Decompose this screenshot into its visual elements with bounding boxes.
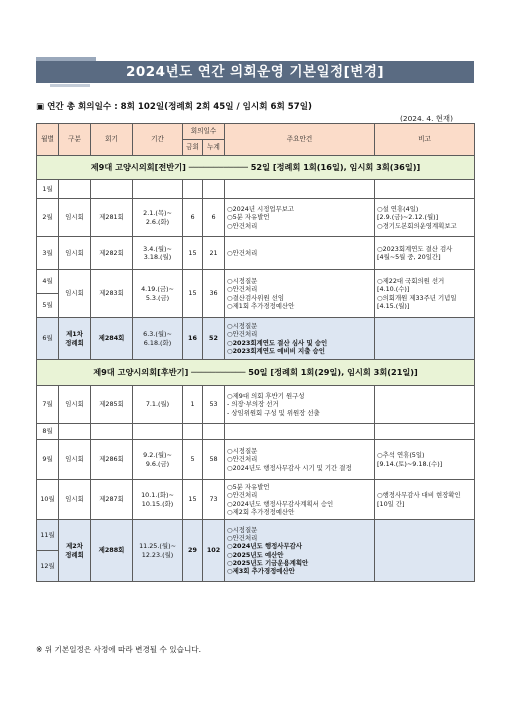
agenda-cell-item: ○제2회 추가경정예산안 <box>227 507 295 516</box>
period-cell: 2.1.(목)~ 2.6.(화) <box>133 199 183 237</box>
agenda-cell-item: ○2023회계연도 예비비 지출 승인 <box>227 346 325 355</box>
agenda-cell-item: ○시정질문 <box>227 276 258 285</box>
agenda-cell-item: ○결산검사위원 선임 <box>227 293 285 302</box>
agenda-cell-item: ○2025년도 예산안 <box>227 550 284 559</box>
type-cell: 임시회 <box>59 237 91 270</box>
agenda-cell-item: ○5분 자유발언 <box>227 482 270 491</box>
agenda-cell <box>225 199 375 237</box>
session-cell <box>91 424 133 440</box>
header-session: 회기 <box>91 124 133 156</box>
as-of-date: (2024. 4. 현재) <box>400 114 453 123</box>
first-half-banner: 제9대 고양시의회[전반기] ──────────── 52일 [정례회 1회(16일), 임시회 3회(36일)] <box>37 156 475 180</box>
days-cell: 15 <box>183 237 203 270</box>
month-cell: 9월 <box>37 440 59 480</box>
table-row <box>37 180 475 199</box>
agenda-cell <box>225 180 375 199</box>
month-cell: 5월 <box>37 294 59 318</box>
table-row <box>37 424 475 440</box>
agenda-cell-item: ○안건처리 <box>227 221 258 230</box>
agenda-cell-item: ○시정질문 <box>227 525 258 534</box>
remarks-cell-item: [9.14.(토)~9.18.(수)] <box>377 459 443 468</box>
remarks-cell <box>375 386 475 424</box>
title-decoration-bottom <box>50 84 90 87</box>
month-cell: 8월 <box>37 424 59 440</box>
days-cell: 15 <box>183 270 203 318</box>
period-cell: 7.1.(월) <box>133 386 183 424</box>
total-cell <box>203 424 225 440</box>
page-title: 2024년도 연간 의회운영 기본일정[변경] <box>125 64 385 80</box>
remarks-cell-item: [10일 간] <box>377 499 405 508</box>
session-cell <box>91 180 133 199</box>
remarks-cell-item: ○행정사무감사 대비 현장확인 <box>377 491 461 500</box>
total-cell <box>203 180 225 199</box>
summary-line: ▣ 연간 총 회의일수 : 8회 102일(정례회 2회 45일 / 임시회 6회 57일) <box>36 102 312 112</box>
period-cell: 4.19.(금)~ 5.3.(금) <box>133 270 183 318</box>
header-month: 월별 <box>37 124 59 156</box>
month-cell: 1월 <box>37 180 59 199</box>
session-cell: 제282회 <box>91 237 133 270</box>
days-cell <box>183 180 203 199</box>
agenda-cell-item: - 의장·부의장 선거 <box>227 400 279 409</box>
month-cell: 4월 <box>37 270 59 294</box>
type-cell: 임시회 <box>59 440 91 480</box>
days-cell: 29 <box>183 520 203 582</box>
remarks-cell <box>375 480 475 520</box>
header-period: 기간 <box>133 124 183 156</box>
second-half-rows <box>37 386 475 582</box>
remarks-cell-item: ○설 연휴(4일) <box>377 205 419 213</box>
remarks-cell-item: ○의회개원 제33주년 기념일 <box>377 293 457 302</box>
agenda-cell <box>225 270 375 318</box>
table-row <box>37 440 475 480</box>
total-cell: 53 <box>203 386 225 424</box>
total-cell: 73 <box>203 480 225 520</box>
remarks-cell-item: [4월~5월 중, 20일간] <box>377 253 441 261</box>
total-cell: 52 <box>203 318 225 360</box>
session-cell: 제286회 <box>91 440 133 480</box>
remarks-cell-item: [4.10.(수)] <box>377 285 410 294</box>
remarks-cell <box>375 199 475 237</box>
agenda-cell <box>225 440 375 480</box>
agenda-cell-item: ○제9대 의회 후반기 원구성 <box>227 392 305 400</box>
days-cell: 6 <box>183 199 203 237</box>
agenda-cell-item: - 상임위원회 구성 및 위원장 선출 <box>227 408 320 417</box>
type-cell: 제2차 정례회 <box>59 520 91 582</box>
period-cell <box>133 180 183 199</box>
type-cell: 임시회 <box>59 480 91 520</box>
header-agenda: 주요안건 <box>225 124 375 156</box>
agenda-cell-item: ○안건처리 <box>227 248 258 257</box>
type-cell: 임시회 <box>59 199 91 237</box>
agenda-cell-item: ○5분 자유발언 <box>227 213 270 222</box>
agenda-cell <box>225 237 375 270</box>
total-cell: 36 <box>203 270 225 318</box>
session-cell: 제283회 <box>91 270 133 318</box>
type-cell <box>59 424 91 440</box>
total-cell: 6 <box>203 199 225 237</box>
table-row <box>37 386 475 424</box>
session-cell: 제284회 <box>91 318 133 360</box>
remarks-cell <box>375 424 475 440</box>
agenda-cell-item: ○2024년도 행정사무감사계획서 승인 <box>227 499 334 508</box>
month-cell: 11월 <box>37 520 59 551</box>
remarks-cell-item: [2.9.(금)~2.12.(월)] <box>377 213 439 222</box>
session-cell: 제287회 <box>91 480 133 520</box>
remarks-cell <box>375 270 475 318</box>
month-cell: 3월 <box>37 237 59 270</box>
period-cell: 10.1.(화)~ 10.15.(화) <box>133 480 183 520</box>
total-cell: 58 <box>203 440 225 480</box>
period-cell: 3.4.(월)~ 3.18.(월) <box>133 237 183 270</box>
session-cell: 제281회 <box>91 199 133 237</box>
period-cell: 6.3.(월)~ 6.18.(화) <box>133 318 183 360</box>
remarks-cell <box>375 520 475 582</box>
agenda-cell-item: ○안건처리 <box>227 491 258 500</box>
remarks-cell <box>375 180 475 199</box>
period-cell <box>133 424 183 440</box>
period-cell: 9.2.(월)~ 9.6.(금) <box>133 440 183 480</box>
table-row <box>37 480 475 520</box>
agenda-cell <box>225 318 375 360</box>
days-cell: 5 <box>183 440 203 480</box>
days-cell <box>183 424 203 440</box>
type-cell: 임시회 <box>59 386 91 424</box>
header-days-total: 누계 <box>203 140 225 156</box>
remarks-cell-item: ○경기도본회의운영계획보고 <box>377 221 457 230</box>
agenda-cell <box>225 386 375 424</box>
remarks-cell <box>375 237 475 270</box>
agenda-cell-item: ○2024년 시정업무보고 <box>227 205 295 213</box>
month-cell: 12월 <box>37 551 59 582</box>
agenda-cell-item: ○안건처리 <box>227 533 258 542</box>
type-cell: 제1차 정례회 <box>59 318 91 360</box>
table-row <box>37 270 475 294</box>
agenda-cell-item: ○시정질문 <box>227 321 258 330</box>
first-half-rows <box>37 180 475 360</box>
agenda-cell <box>225 520 375 582</box>
footer-note: ※ 위 기본일정은 사정에 따라 변경될 수 있습니다. <box>36 645 202 654</box>
agenda-cell <box>225 424 375 440</box>
remarks-cell <box>375 318 475 360</box>
month-cell: 10월 <box>37 480 59 520</box>
table-row <box>37 318 475 360</box>
agenda-cell-item: ○안건처리 <box>227 455 258 464</box>
agenda-cell-item: ○안건처리 <box>227 285 258 294</box>
table-row <box>37 237 475 270</box>
session-cell: 제285회 <box>91 386 133 424</box>
agenda-cell-item: ○2024년도 행정사무감사 <box>227 542 302 551</box>
days-cell: 15 <box>183 480 203 520</box>
agenda-cell-item: ○2024년도 행정사무감사 시기 및 기간 결정 <box>227 463 352 472</box>
remarks-cell-item: ○추석 연휴(5일) <box>377 451 425 460</box>
header-days-group: 회의일수 <box>183 124 225 140</box>
header-type: 구분 <box>59 124 91 156</box>
header-days-session: 금회 <box>183 140 203 156</box>
header-remarks: 비고 <box>375 124 475 156</box>
total-cell: 21 <box>203 237 225 270</box>
table-row <box>37 199 475 237</box>
month-cell: 2월 <box>37 199 59 237</box>
agenda-cell-item: ○2023회계연도 결산 심사 및 승인 <box>227 338 328 347</box>
type-cell <box>59 180 91 199</box>
second-half-banner: 제9대 고양시의회[후반기] ─────────── 50일 [정례회 1회(29일), 임시회 3회(21일)] <box>37 360 475 386</box>
period-cell: 11.25.(월)~ 12.23.(월) <box>133 520 183 582</box>
month-cell: 6월 <box>37 318 59 360</box>
remarks-cell <box>375 440 475 480</box>
remarks-cell-item: ○2023회계연도 결산 검사 <box>377 244 453 253</box>
agenda-cell-item: ○제1회 추가경정예산안 <box>227 301 295 310</box>
remarks-cell-item: [4.15.(월)] <box>377 301 410 310</box>
days-cell: 16 <box>183 318 203 360</box>
month-cell: 7월 <box>37 386 59 424</box>
agenda-cell-item: ○시정질문 <box>227 447 258 455</box>
agenda-cell-item: ○제3회 추가경정예산안 <box>227 567 295 576</box>
days-cell: 1 <box>183 386 203 424</box>
agenda-cell-item: ○안건처리 <box>227 330 258 339</box>
agenda-cell-item: ○2025년도 기금운용계획안 <box>227 558 309 567</box>
schedule-table <box>36 123 475 582</box>
table-row <box>37 520 475 551</box>
remarks-cell-item: ○제22대 국회의원 선거 <box>377 276 445 285</box>
total-cell: 102 <box>203 520 225 582</box>
agenda-cell <box>225 480 375 520</box>
session-cell: 제288회 <box>91 520 133 582</box>
type-cell: 임시회 <box>59 270 91 318</box>
